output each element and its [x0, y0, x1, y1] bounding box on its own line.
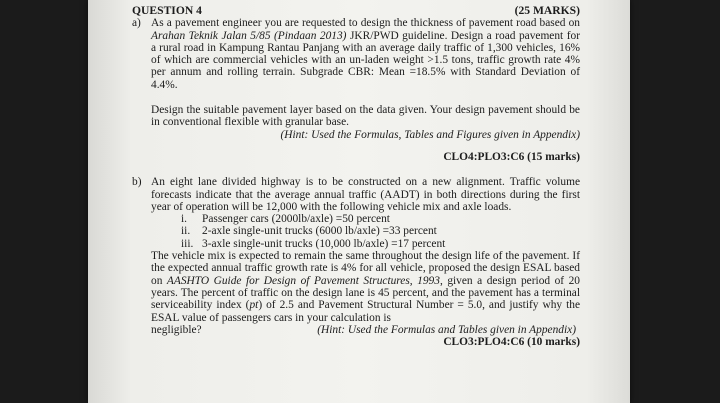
part-a-paragraph-2: Design the suitable pavement layer based on the data given. Your design pavement should be in conventional flexible with granular base. — [151, 104, 580, 129]
part-b-hint: (Hint: Used the Formulas and Tables given in Appendix) — [317, 323, 576, 336]
list-item-number: ii. — [181, 225, 191, 238]
part-a-paragraph-1 — [151, 17, 580, 91]
part-a-hint: (Hint: Used the Formulas, Tables and Figures given in Appendix) — [280, 128, 580, 141]
question-header — [132, 5, 580, 17]
part-b-intro: An eight lane divided highway is to be constructed on a new alignment. Traffic volume forecasts indicate that the average annual traffic (AADT) in both directions during the first year of operation will be 12,000 with the following vehicle mix and axle loads. — [151, 176, 580, 213]
part-a-text-2: JKR/PWD guideline. Design a road pavement for a rural road in Kampung Rantau Panjang with an average daily traffic of 1,300 vehicles, 16% of which are commercial vehicles with an un-laden weight >1.5 tons, traffic growth rate 4% per annum and rolling terrain. Subgrade CBR: Mean =18.5% with Standard Deviation of 4.4%. — [151, 29, 580, 91]
part-b — [132, 176, 580, 336]
list-item-number: i. — [181, 213, 188, 226]
question-title: QUESTION 4 — [132, 4, 202, 17]
part-b-last-row — [151, 324, 580, 336]
part-a-reference: Arahan Teknik Jalan 5/85 (Pindaan 2013) — [151, 29, 347, 42]
list-item-text: Passenger cars (2000lb/axle) =50 percent — [202, 213, 390, 226]
list-item-number: iii. — [181, 237, 194, 250]
part-b-reference: AASHTO Guide for Design of Pavement Structures, 1993 — [166, 274, 440, 287]
part-b-clo: CLO3:PLO4:C6 (10 marks) — [443, 336, 580, 349]
part-b-text-1: The vehicle mix is expected to remain the same throughout the design life of the pavement. If the expected annual traffic growth rate is 4% for all vehicle, proposed the design ESAL based on — [151, 250, 580, 287]
vehicle-mix-list — [151, 213, 580, 250]
list-item — [181, 213, 580, 225]
part-b-paragraph — [151, 250, 580, 324]
list-item-text: 2-axle single-unit trucks (6000 lb/axle) =33 percent — [202, 225, 437, 238]
part-b-text-3: ) of 2.5 and Pavement Structural Number = 5.0, and justify why the ESAL value of passengers cars in your calculation is — [151, 299, 580, 324]
part-a — [132, 17, 580, 141]
list-item-text: 3-axle single-unit trucks (10,000 lb/axle) =17 percent — [202, 237, 446, 250]
part-b-pt-symbol: pt — [249, 299, 259, 312]
list-item — [181, 225, 580, 237]
question-marks: (25 MARKS) — [514, 4, 580, 17]
question-document — [132, 5, 580, 348]
list-item — [181, 238, 580, 250]
part-a-text-1: As a pavement engineer you are requested to design the thickness of pavement road based on — [151, 17, 580, 30]
part-a-clo: CLO4:PLO3:C6 (15 marks) — [443, 150, 580, 163]
part-b-last-word: negligible? — [151, 323, 202, 336]
part-b-text-2: , given a design period of 20 years. The percent of traffic on the design lane is 45 percent, and the pavement has a terminal serviceability index ( — [151, 274, 580, 312]
part-b-label: b) — [132, 176, 142, 189]
part-a-label: a) — [132, 17, 141, 30]
